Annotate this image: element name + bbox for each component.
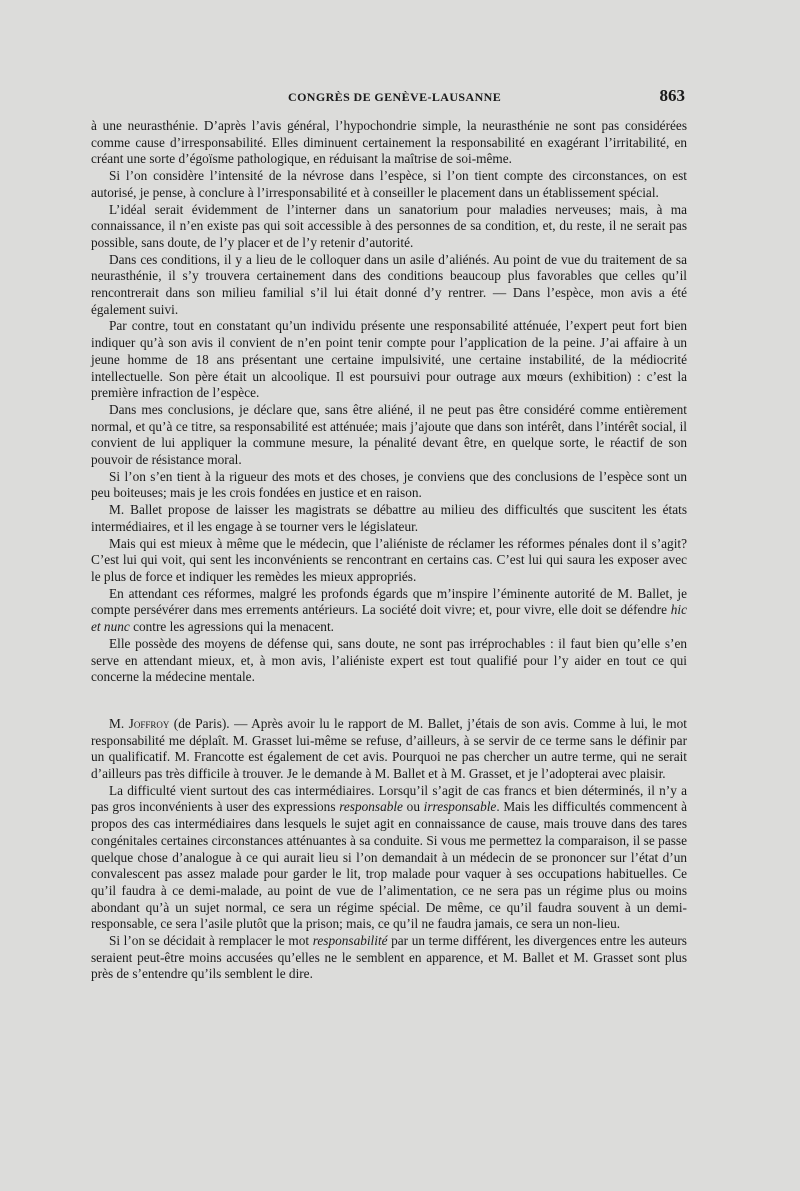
- paragraph: [91, 252, 687, 319]
- italic-term: irresponsable: [423, 799, 497, 815]
- page-header: [90, 88, 685, 110]
- paragraph: [91, 783, 687, 933]
- page-number: 863: [659, 86, 685, 105]
- italic-term: hic et nunc: [91, 602, 687, 635]
- text-run: Si l’on se décidait à remplacer le mot: [109, 933, 313, 949]
- paragraph: [91, 636, 687, 686]
- italic-term: responsable: [339, 799, 403, 815]
- text-run: Par contre, tout en constatant qu’un individu présente une responsabilité atténuée, l’expert peut fort bien indiquer qu’à son avis il convient de n’en point tenir compte pour l’application de la peine. J’ai affaire à un jeune homme de 18 ans présentant une certaine impulsivité, une certaine instabilité, de la médiocrité intellectuelle. Son père était un alcoolique. Il est poursuivi pour outrage aux mœurs (exhibition) : c’est la première infraction de l’espèce.: [91, 318, 687, 401]
- paragraph: [91, 586, 687, 636]
- text-run: En attendant ces réformes, malgré les profonds égards que m’inspire l’éminente autorité de M. Ballet, je compte persévérer dans mes errements antérieurs. La société doit vivre; et, pour vivre, elle doit se défendre: [91, 585, 687, 618]
- paragraph: [91, 168, 687, 201]
- paragraph: [91, 933, 687, 983]
- paragraph: [91, 469, 687, 502]
- running-title: CONGRÈS DE GENÈVE-LAUSANNE: [288, 90, 502, 104]
- speaker-name: Joffroy: [128, 715, 170, 731]
- text-run: L’idéal serait évidemment de l’interner dans un sanatorium pour maladies nerveuses; mais, à ma connaissance, il n’en existe pas qui soit accessible à des personnes de sa condition, et, du reste, il ne serait pas possible, sans doute, de l’y placer et de l’y retenir d’autorité.: [91, 201, 687, 250]
- paragraph: [91, 318, 687, 402]
- paragraph: [91, 716, 687, 783]
- text-run: par un terme différent, les divergences entre les auteurs seraient peut-être moins accusées qu’elles ne le semblent en apparence, et M. Ballet et M. Grasset sont plus près de s’entendre qu’ils semblent le dire.: [91, 933, 687, 982]
- text-run: Si l’on considère l’intensité de la névrose dans l’espèce, si l’on tient compte des circonstances, on est autorisé, je pense, à conclure à l’irresponsabilité et à conseiller le placement dans un établissement spécial.: [91, 168, 687, 200]
- paragraph: [91, 202, 687, 252]
- text-run: M. Ballet propose de laisser les magistrats se débattre au milieu des difficultés que suscitent les états intermédiaires, et il les engage à se tourner vers le législateur.: [91, 502, 687, 534]
- text-run: Dans mes conclusions, je déclare que, sans être aliéné, il ne peut pas être considéré comme entièrement normal, et qu’à ce titre, sa responsabilité est atténuée; mais j’ajoute que dans son intérêt, dans l’intérêt social, il convient de lui appliquer la commune mesure, la pénalité devant être, en quelque sorte, le réactif de son pouvoir de résistance moral.: [91, 401, 687, 468]
- paragraph: [91, 118, 687, 168]
- text-run: M.: [109, 715, 129, 731]
- paragraph: [91, 402, 687, 469]
- paragraph: [91, 536, 687, 586]
- text-run: Si l’on s’en tient à la rigueur des mots et des choses, je conviens que des conclusions de l’espèce sont un peu boiteuses; mais je les crois fondées en justice et en raison.: [91, 468, 687, 501]
- body-text: [91, 118, 687, 983]
- paragraph: [91, 502, 687, 535]
- text-run: . Mais les difficultés commencent à propos des cas intermédiaires dans lesquels le sujet agit en connaissance de cause, mais trouve dans des tares congénitales certaines circonstances atténuantes à sa conduite. Si vous me permettez la comparaison, il se passe quelque chose d’analogue à ce qui aurait lieu si l’on demandait à un médecin de se prononcer sur l’état d’un convalescent pas assez malade pour garder le lit, trop malade pour vaquer à ses occupations habituelles. Ce qu’il faudra à ce demi-malade, au point de vue de l’alimentation, ce ne sera pas un régime plus ou moins abondant qu’à un sujet normal, ce sera un régime spécial. De même, ce qu’il faudra souvent à un demi-responsable, ce sera l’asile plutôt que la prison; mais, ce qu’il ne faudra jamais, ce sera un non-lieu.: [91, 799, 687, 932]
- italic-term: responsabilité: [312, 933, 388, 949]
- text-run: à une neurasthénie. D’après l’avis général, l’hypochondrie simple, la neurasthénie ne sont pas considérées comme cause d’irresponsabilité. Elles diminuent certainement la responsabilité en exagérant l’irritabilité, en créant une sorte d’égoïsme pathologique, en réduisant la maîtrise de soi-même.: [91, 118, 687, 167]
- text-run: Elle possède des moyens de défense qui, sans doute, ne sont pas irréprochables : il faut bien qu’elle s’en serve en attendant mieux, et, à mon avis, l’aliéniste expert est tout qualifié pour l’y aider en tout ce qui concerne la médecine mentale.: [91, 635, 687, 685]
- text-run: La difficulté vient surtout des cas intermédiaires. Lorsqu’il s’agit de cas francs et bien déterminés, il n’y a pas gros inconvénients à user des expressions: [91, 782, 687, 815]
- text-run: Mais qui est mieux à même que le médecin, que l’aliéniste de réclamer les réformes pénales dont il s’agit? C’est lui qui voit, qui sent les inconvénients se rencontrant en certains cas. C’est lui qui saura les exposer avec le plus de force et indiquer les remèdes les mieux appropriés.: [91, 535, 687, 584]
- text-run: ou: [402, 799, 424, 815]
- text-run: Dans ces conditions, il y a lieu de le colloquer dans un asile d’aliénés. Au point de vue du traitement de sa neurasthénie, il s’y trouvera certainement dans des conditions beaucoup plus favorables que celles qu’il rencontrerait dans son milieu familial s’il lui était donné d’y rentrer. — Dans l’espèce, mon avis a été également suivi.: [91, 251, 687, 317]
- text-run: (de Paris). — Après avoir lu le rapport de M. Ballet, j’étais de son avis. Comme à lui, le mot responsabilité me déplaît. M. Grasset lui-même se refuse, d’ailleurs, à se servir de ce terme sans le définir par un qualificatif. M. Francotte est également de cet avis. Pourquoi ne pas chercher un autre terme, qui ne serait d’ailleurs pas très difficile à trouver. Je le demande à M. Ballet et à M. Grasset, et je l’adopterai avec plaisir.: [91, 715, 687, 782]
- text-run: contre les agressions qui la menacent.: [129, 619, 334, 635]
